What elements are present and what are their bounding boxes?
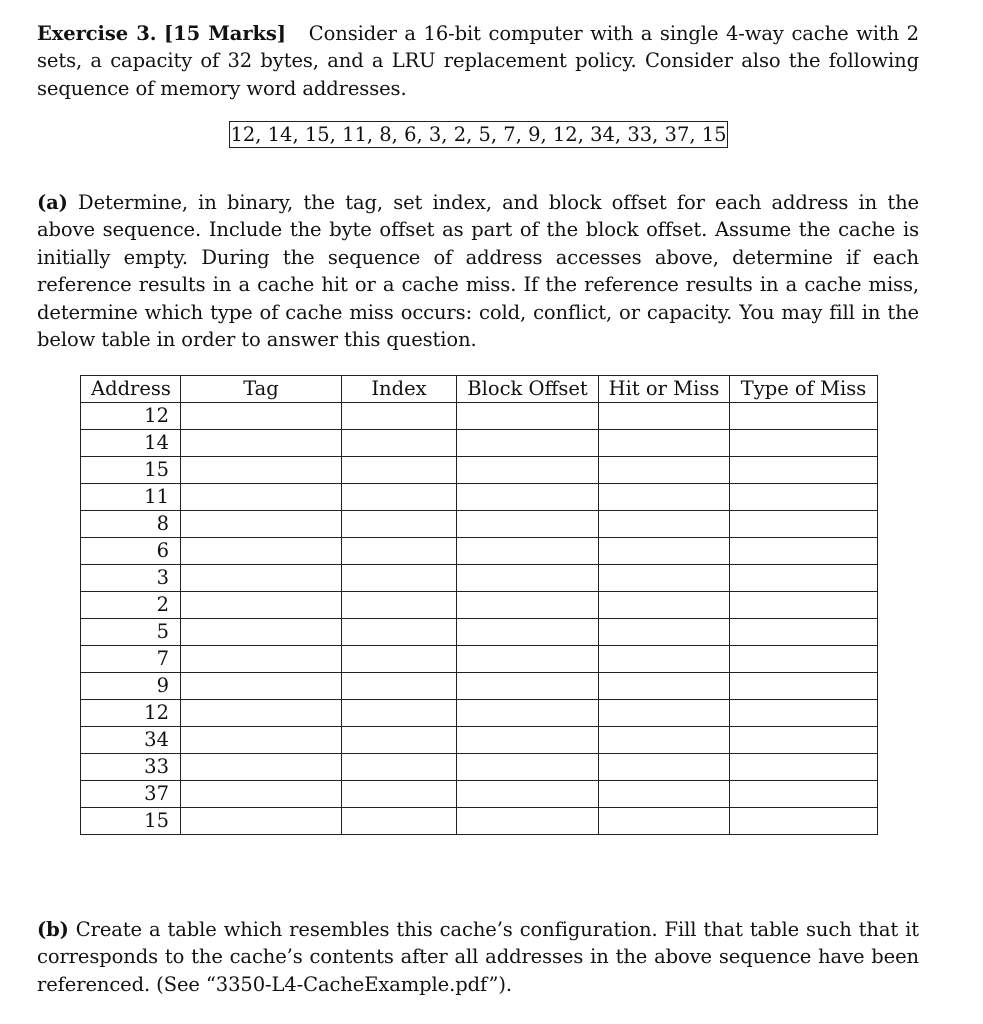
tag-cell[interactable]	[181, 781, 342, 808]
block-offset-cell[interactable]	[457, 619, 599, 646]
type-of-miss-cell[interactable]	[730, 484, 878, 511]
index-cell[interactable]	[342, 538, 457, 565]
address-cell: 14	[81, 430, 181, 457]
hit-or-miss-cell[interactable]	[599, 457, 730, 484]
hit-or-miss-cell[interactable]	[599, 781, 730, 808]
tag-cell[interactable]	[181, 565, 342, 592]
address-sequence-box: 12, 14, 15, 11, 8, 6, 3, 2, 5, 7, 9, 12, 34, 33, 37, 15	[230, 123, 727, 146]
block-offset-cell[interactable]	[457, 673, 599, 700]
address-cell: 11	[81, 484, 181, 511]
tag-cell[interactable]	[181, 457, 342, 484]
table-row	[81, 538, 878, 565]
address-cell: 5	[81, 619, 181, 646]
hit-or-miss-cell[interactable]	[599, 754, 730, 781]
index-cell[interactable]	[342, 403, 457, 430]
block-offset-cell[interactable]	[457, 727, 599, 754]
index-cell[interactable]	[342, 673, 457, 700]
block-offset-cell[interactable]	[457, 592, 599, 619]
block-offset-cell[interactable]	[457, 781, 599, 808]
address-cell: 15	[81, 808, 181, 835]
address-cell: 15	[81, 457, 181, 484]
type-of-miss-cell[interactable]	[730, 646, 878, 673]
part-b-label: (b)	[37, 918, 69, 941]
type-of-miss-cell[interactable]	[730, 781, 878, 808]
index-cell[interactable]	[342, 457, 457, 484]
tag-cell[interactable]	[181, 646, 342, 673]
table-row	[81, 403, 878, 430]
tag-cell[interactable]	[181, 619, 342, 646]
tag-cell[interactable]	[181, 430, 342, 457]
tag-cell[interactable]	[181, 754, 342, 781]
hit-or-miss-cell[interactable]	[599, 511, 730, 538]
hit-or-miss-cell[interactable]	[599, 673, 730, 700]
exercise-marks: [15 Marks]	[164, 22, 286, 45]
type-of-miss-cell[interactable]	[730, 673, 878, 700]
hit-or-miss-cell[interactable]	[599, 565, 730, 592]
type-of-miss-cell[interactable]	[730, 754, 878, 781]
type-of-miss-cell[interactable]	[730, 511, 878, 538]
part-a-paragraph	[37, 189, 919, 353]
block-offset-cell[interactable]	[457, 403, 599, 430]
block-offset-cell[interactable]	[457, 430, 599, 457]
address-cell: 34	[81, 727, 181, 754]
exercise-heading: Exercise 3.	[37, 22, 157, 45]
tag-cell[interactable]	[181, 808, 342, 835]
index-cell[interactable]	[342, 727, 457, 754]
block-offset-cell[interactable]	[457, 457, 599, 484]
table-row	[81, 673, 878, 700]
table-row	[81, 457, 878, 484]
index-cell[interactable]	[342, 646, 457, 673]
hit-or-miss-cell[interactable]	[599, 646, 730, 673]
hit-or-miss-cell[interactable]	[599, 538, 730, 565]
hit-or-miss-cell[interactable]	[599, 592, 730, 619]
part-a-text: Determine, in binary, the tag, set index, and block offset for each address in the above sequence. Include the byte offset as part of the block offset. Assume the cache is initially empty. During the sequence of address accesses above, determine if each reference results in a cache hit or a cache miss. If the reference results in a cache miss, determine which type of cache miss occurs: cold, conflict, or capacity. You may fill in the below table in order to answer this question.	[37, 191, 919, 352]
part-b-text: Create a table which resembles this cache’s configuration. Fill that table such that it corresponds to the cache’s contents after all addresses in the above sequence have been referenced. (See “3350-L4-CacheExample.pdf”).	[37, 918, 919, 996]
cache-access-table	[80, 375, 878, 835]
hit-or-miss-cell[interactable]	[599, 727, 730, 754]
table-row	[81, 727, 878, 754]
table-header-row	[81, 376, 878, 403]
type-of-miss-cell[interactable]	[730, 592, 878, 619]
hit-or-miss-cell[interactable]	[599, 403, 730, 430]
header-block-offset: Block Offset	[457, 376, 599, 403]
table-row	[81, 484, 878, 511]
index-cell[interactable]	[342, 754, 457, 781]
type-of-miss-cell[interactable]	[730, 403, 878, 430]
index-cell[interactable]	[342, 619, 457, 646]
hit-or-miss-cell[interactable]	[599, 430, 730, 457]
table-row	[81, 646, 878, 673]
address-cell: 8	[81, 511, 181, 538]
table-row	[81, 592, 878, 619]
tag-cell[interactable]	[181, 673, 342, 700]
block-offset-cell[interactable]	[457, 538, 599, 565]
header-address: Address	[81, 376, 181, 403]
block-offset-cell[interactable]	[457, 484, 599, 511]
header-type-of-miss: Type of Miss	[730, 376, 878, 403]
tag-cell[interactable]	[181, 484, 342, 511]
index-cell[interactable]	[342, 808, 457, 835]
type-of-miss-cell[interactable]	[730, 727, 878, 754]
address-cell: 3	[81, 565, 181, 592]
exercise-intro-text: Consider a 16-bit computer with a single 4-way cache with 2 sets, a capacity of 32 bytes, and a LRU replacement policy. Consider also the following sequence of memory word addresses.	[37, 22, 919, 100]
address-cell: 9	[81, 673, 181, 700]
tag-cell[interactable]	[181, 538, 342, 565]
type-of-miss-cell[interactable]	[730, 808, 878, 835]
table-row	[81, 781, 878, 808]
header-index: Index	[342, 376, 457, 403]
block-offset-cell[interactable]	[457, 700, 599, 727]
tag-cell[interactable]	[181, 592, 342, 619]
hit-or-miss-cell[interactable]	[599, 700, 730, 727]
address-cell: 6	[81, 538, 181, 565]
block-offset-cell[interactable]	[457, 754, 599, 781]
header-hit-or-miss: Hit or Miss	[599, 376, 730, 403]
type-of-miss-cell[interactable]	[730, 700, 878, 727]
table-row	[81, 619, 878, 646]
type-of-miss-cell[interactable]	[730, 619, 878, 646]
index-cell[interactable]	[342, 511, 457, 538]
tag-cell[interactable]	[181, 700, 342, 727]
index-cell[interactable]	[342, 700, 457, 727]
tag-cell[interactable]	[181, 403, 342, 430]
block-offset-cell[interactable]	[457, 808, 599, 835]
address-cell: 37	[81, 781, 181, 808]
address-cell: 33	[81, 754, 181, 781]
address-cell: 12	[81, 700, 181, 727]
tag-cell[interactable]	[181, 727, 342, 754]
block-offset-cell[interactable]	[457, 565, 599, 592]
block-offset-cell[interactable]	[457, 646, 599, 673]
address-cell: 12	[81, 403, 181, 430]
part-b-paragraph	[37, 916, 919, 998]
type-of-miss-cell[interactable]	[730, 565, 878, 592]
table-row	[81, 808, 878, 835]
block-offset-cell[interactable]	[457, 511, 599, 538]
hit-or-miss-cell[interactable]	[599, 808, 730, 835]
address-cell: 7	[81, 646, 181, 673]
hit-or-miss-cell[interactable]	[599, 484, 730, 511]
part-a-label: (a)	[37, 191, 68, 214]
type-of-miss-cell[interactable]	[730, 430, 878, 457]
index-cell[interactable]	[342, 565, 457, 592]
table-body	[81, 403, 878, 835]
table-row	[81, 700, 878, 727]
index-cell[interactable]	[342, 781, 457, 808]
hit-or-miss-cell[interactable]	[599, 619, 730, 646]
type-of-miss-cell[interactable]	[730, 538, 878, 565]
index-cell[interactable]	[342, 484, 457, 511]
header-tag: Tag	[181, 376, 342, 403]
table-row	[81, 430, 878, 457]
table-row	[81, 754, 878, 781]
table-row	[81, 511, 878, 538]
exercise-intro	[37, 20, 919, 102]
table-row	[81, 565, 878, 592]
tag-cell[interactable]	[181, 511, 342, 538]
type-of-miss-cell[interactable]	[730, 457, 878, 484]
index-cell[interactable]	[342, 430, 457, 457]
index-cell[interactable]	[342, 592, 457, 619]
address-cell: 2	[81, 592, 181, 619]
